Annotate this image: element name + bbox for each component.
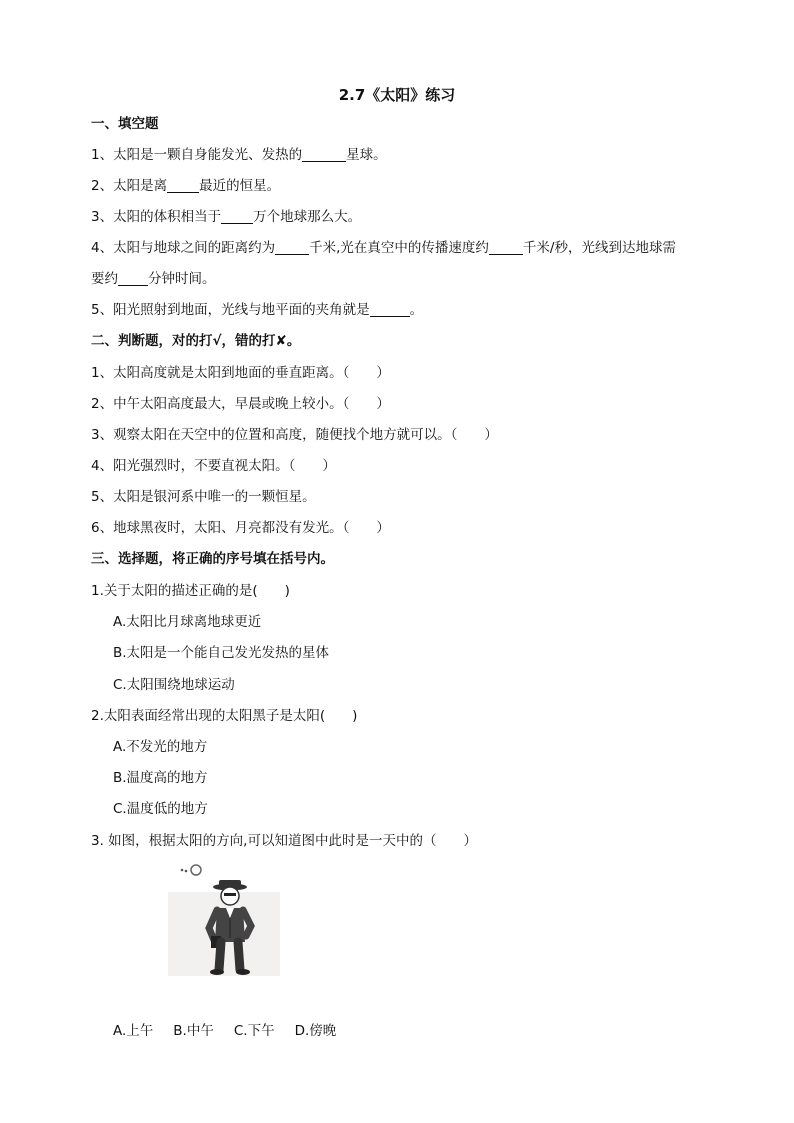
judge-item-4: 4、阳光强烈时，不要直视太阳。（ ）: [91, 458, 336, 474]
choice-option: B.温度高的地方: [113, 770, 208, 786]
answer-blank: [167, 178, 199, 193]
answer-blank: [275, 240, 309, 255]
choice-option: C.下午: [233, 1023, 275, 1039]
judge-item-5: 5、太阳是银河系中唯一的一颗恒星。: [91, 489, 316, 505]
answer-blank: [302, 147, 346, 162]
choice-option: B.太阳是一个能自己发光发热的星体: [113, 645, 330, 661]
answer-blank: [118, 271, 148, 286]
choice-option: B.中午: [173, 1023, 214, 1039]
section-1-heading: 一、填空题: [91, 116, 159, 132]
choice-option: A.不发光的地方: [113, 739, 208, 755]
answer-blank: [221, 209, 253, 224]
answer-blank: [370, 302, 410, 317]
section-3-heading: 三、选择题，将正确的序号填在括号内。: [91, 551, 334, 567]
sun-and-man-illustration: [168, 858, 283, 978]
man-figure-drawing: [168, 858, 283, 978]
choice-option: C.温度低的地方: [113, 801, 208, 817]
page-title: 2.7《太阳》练习: [338, 86, 456, 104]
choice-option: D.傍晚: [294, 1023, 337, 1039]
question-1-1: 1、太阳是一颗自身能发光、发热的 星球。: [91, 147, 387, 163]
choice-options-3: [113, 1019, 356, 1039]
choice-question-3: 3. 如图，根据太阳的方向,可以知道图中此时是一天中的（ ）: [91, 833, 477, 849]
judge-item-6: 6、地球黑夜时，太阳、月亮都没有发光。（ ）: [91, 520, 390, 536]
question-1-3: 3、太阳的体积相当于 万个地球那么大。: [91, 209, 362, 225]
choice-question-1: 1.关于太阳的描述正确的是( ): [91, 583, 290, 599]
question-1-4-cont: 要约 分钟时间。: [91, 271, 216, 287]
choice-question-2: 2.太阳表面经常出现的太阳黑子是太阳( ): [91, 708, 358, 724]
judge-item-1: 1、太阳高度就是太阳到地面的垂直距离。（ ）: [91, 365, 390, 381]
section-2-heading: 二、判断题，对的打√，错的打✘。: [91, 333, 301, 349]
answer-blank: [489, 240, 523, 255]
choice-option: A.太阳比月球离地球更近: [113, 614, 262, 630]
question-1-5: 5、阳光照射到地面，光线与地平面的夹角就是 。: [91, 302, 424, 318]
judge-item-3: 3、观察太阳在天空中的位置和高度，随便找个地方就可以。（ ）: [91, 427, 498, 443]
sun-icon: [191, 865, 201, 875]
question-1-4: 4、太阳与地球之间的距离约为 千米,光在真空中的传播速度约 千米/秒，光线到达地球需: [91, 240, 676, 256]
judge-item-2: 2、中午太阳高度最大，早晨或晚上较小。（ ）: [91, 396, 390, 412]
choice-option: C.太阳围绕地球运动: [113, 677, 235, 693]
question-1-2: 2、太阳是离 最近的恒星。: [91, 178, 281, 194]
choice-option: A.上午: [113, 1023, 154, 1039]
